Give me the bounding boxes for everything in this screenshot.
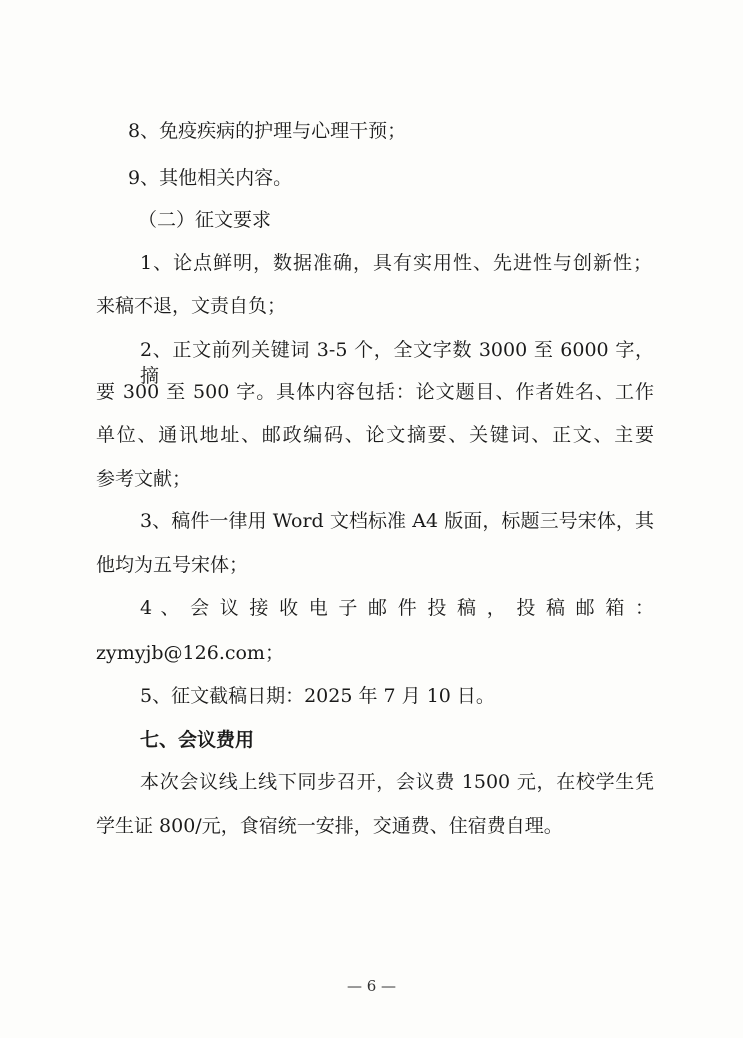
requirement-2-line-4: 参考文献； (96, 468, 192, 490)
fees-line-2: 学生证 800/元，食宿统一安排，交通费、住宿费自理。 (96, 815, 563, 837)
section-heading-conference-fees: 七、会议费用 (140, 729, 255, 751)
submission-email: zymyjb@126.com； (96, 642, 284, 664)
section-heading-submission-requirements: （二）征文要求 (138, 209, 272, 231)
list-item-9: 9、其他相关内容。 (128, 167, 293, 189)
page-number: — 6 — (346, 977, 397, 995)
requirement-3-line-1: 3、稿件一律用 Word 文档标准 A4 版面，标题三号宋体，其 (140, 510, 654, 532)
fees-line-1: 本次会议线上线下同步召开，会议费 1500 元，在校学生凭 (140, 771, 654, 793)
requirement-4-line-1: 4 、 会 议 接 收 电 子 邮 件 投 稿 ， 投 稿 邮 箱 ： (140, 597, 654, 619)
requirement-2-line-2: 要 300 至 500 字。具体内容包括：论文题目、作者姓名、工作 (96, 381, 654, 403)
requirement-1-line-1: 1、论点鲜明，数据准确，具有实用性、先进性与创新性； (140, 252, 652, 274)
requirement-5: 5、征文截稿日期：2025 年 7 月 10 日。 (140, 685, 495, 707)
list-item-8: 8、免疫疾病的护理与心理干预； (128, 120, 407, 142)
requirement-1-line-2: 来稿不退，文责自负； (96, 295, 287, 317)
requirement-3-line-2: 他均为五号宋体； (96, 554, 249, 576)
requirement-2-line-1: 2、正文前列关键词 3-5 个，全文字数 3000 至 6000 字，摘 (140, 339, 654, 387)
requirement-2-line-3: 单位、通讯地址、邮政编码、论文摘要、关键词、正文、主要 (96, 424, 654, 446)
